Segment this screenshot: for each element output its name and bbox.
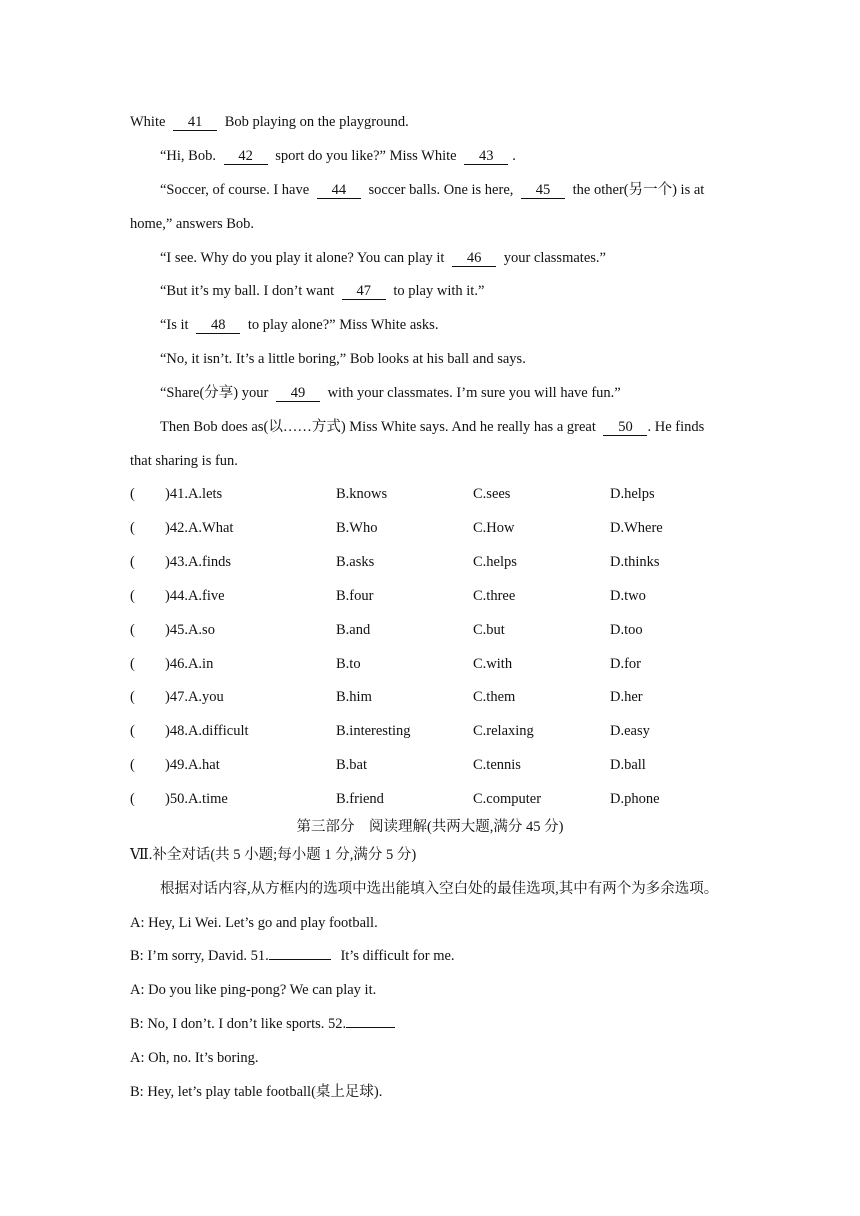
answer-parenthesis: ( (130, 757, 135, 773)
question-option-d: D.for (610, 656, 642, 672)
question-option-b: B.friend (336, 791, 384, 807)
dialogue-text: B: I’m sorry, David. 51. (130, 948, 269, 964)
blank-45: 45 (521, 183, 565, 199)
passage-text: “Hi, Bob. (160, 148, 216, 164)
blank-49: 49 (276, 386, 320, 402)
answer-parenthesis: ( (130, 656, 135, 672)
dialogue-line-2 (130, 947, 455, 965)
passage-text: “Is it (160, 317, 189, 333)
blank-47: 47 (342, 284, 386, 300)
question-option-a: )42.A.What (165, 520, 234, 536)
blank-46: 46 (452, 251, 496, 267)
blank-42: 42 (224, 149, 268, 165)
question-option-c: C.but (473, 622, 505, 638)
blank-44: 44 (317, 183, 361, 199)
question-option-c: C.with (473, 656, 513, 672)
question-option-a: )48.A.difficult (165, 723, 249, 739)
question-option-b: B.interesting (336, 723, 411, 739)
passage-text: “I see. Why do you play it alone? You can play it (160, 250, 445, 266)
question-option-a: )46.A.in (165, 656, 214, 672)
dialogue-line-5: A: Oh, no. It’s boring. (130, 1050, 259, 1066)
question-option-c: C.relaxing (473, 723, 534, 739)
question-option-b: B.Who (336, 520, 378, 536)
passage-line-4: home,” answers Bob. (130, 216, 255, 232)
question-option-d: D.two (610, 588, 646, 604)
passage-line-10 (160, 418, 704, 436)
answer-parenthesis: ( (130, 520, 135, 536)
question-option-d: D.helps (610, 486, 655, 502)
question-option-b: B.and (336, 622, 371, 638)
question-option-c: C.sees (473, 486, 511, 502)
passage-text: soccer balls. One is here, (368, 182, 514, 198)
question-option-c: C.helps (473, 554, 517, 570)
question-option-d: D.thinks (610, 554, 660, 570)
answer-parenthesis: ( (130, 486, 135, 502)
question-option-d: D.phone (610, 791, 660, 807)
question-option-c: C.them (473, 689, 516, 705)
blank-43: 43 (464, 149, 508, 165)
answer-parenthesis: ( (130, 622, 135, 638)
passage-text: “Soccer, of course. I have (160, 182, 310, 198)
question-option-a: )41.A.lets (165, 486, 223, 502)
passage-text: White (130, 114, 166, 130)
question-option-d: D.easy (610, 723, 650, 739)
question-option-d: D.ball (610, 757, 646, 773)
question-option-b: B.four (336, 588, 374, 604)
passage-line-5 (160, 249, 606, 267)
question-option-b: B.to (336, 656, 361, 672)
dialogue-line-6: B: Hey, let’s play table football(桌上足球). (130, 1084, 383, 1100)
passage-text: to play with it.” (393, 283, 485, 299)
dialogue-line-1: A: Hey, Li Wei. Let’s go and play football. (130, 915, 378, 931)
question-option-a: )43.A.finds (165, 554, 232, 570)
passage-line-2 (160, 147, 516, 165)
question-option-b: B.bat (336, 757, 368, 773)
passage-text: with your classmates. I’m sure you will have fun.” (327, 385, 621, 401)
passage-text: Then Bob does as(以……方式) Miss White says. And he really has a great (160, 419, 596, 435)
blank-52 (346, 1027, 395, 1028)
answer-parenthesis: ( (130, 723, 135, 739)
question-option-b: B.him (336, 689, 372, 705)
question-option-b: B.asks (336, 554, 375, 570)
passage-text: to play alone?” Miss White asks. (247, 317, 439, 333)
part-three-title: 第三部分 阅读理解(共两大题,满分 45 分) (296, 819, 564, 835)
question-option-a: )50.A.time (165, 791, 228, 807)
answer-parenthesis: ( (130, 588, 135, 604)
passage-text: the other(另一个) is at (572, 182, 705, 198)
passage-text: Bob playing on the playground. (224, 114, 409, 130)
passage-line-6 (160, 282, 484, 300)
blank-51 (269, 959, 331, 960)
dialogue-text: It’s difficult for me. (340, 948, 455, 964)
passage-text: . (512, 148, 516, 164)
answer-parenthesis: ( (130, 791, 135, 807)
question-option-a: )44.A.five (165, 588, 225, 604)
question-option-d: D.too (610, 622, 643, 638)
question-option-a: )49.A.hat (165, 757, 220, 773)
question-option-c: C.tennis (473, 757, 521, 773)
instruction-text: 根据对话内容,从方框内的选项中选出能填入空白处的最佳选项,其中有两个为多余选项。 (160, 881, 719, 897)
passage-text: “Share(分享) your (160, 385, 269, 401)
answer-parenthesis: ( (130, 689, 135, 705)
question-option-d: D.Where (610, 520, 663, 536)
passage-line-3 (160, 181, 704, 199)
question-option-a: )45.A.so (165, 622, 215, 638)
passage-line-1 (130, 113, 409, 131)
question-option-d: D.her (610, 689, 643, 705)
section-seven-title: Ⅶ.补全对话(共 5 小题;每小题 1 分,满分 5 分) (130, 847, 417, 863)
passage-line-9 (160, 384, 621, 402)
question-option-c: C.How (473, 520, 515, 536)
answer-parenthesis: ( (130, 554, 135, 570)
question-option-c: C.three (473, 588, 516, 604)
passage-text: your classmates.” (503, 250, 606, 266)
blank-48: 48 (196, 318, 240, 334)
question-option-c: C.computer (473, 791, 542, 807)
dialogue-line-4 (130, 1015, 395, 1033)
passage-line-8: “No, it isn’t. It’s a little boring,” Bob looks at his ball and says. (160, 351, 526, 367)
passage-text: sport do you like?” Miss White (275, 148, 457, 164)
passage-text: . He finds (647, 419, 705, 435)
blank-50: 50 (603, 420, 647, 436)
blank-41: 41 (173, 115, 217, 131)
passage-text: “But it’s my ball. I don’t want (160, 283, 335, 299)
dialogue-line-3: A: Do you like ping-pong? We can play it. (130, 982, 377, 998)
passage-line-7 (160, 316, 438, 334)
dialogue-text: B: No, I don’t. I don’t like sports. 52. (130, 1016, 347, 1032)
passage-line-11: that sharing is fun. (130, 453, 238, 469)
question-option-a: )47.A.you (165, 689, 224, 705)
question-option-b: B.knows (336, 486, 388, 502)
